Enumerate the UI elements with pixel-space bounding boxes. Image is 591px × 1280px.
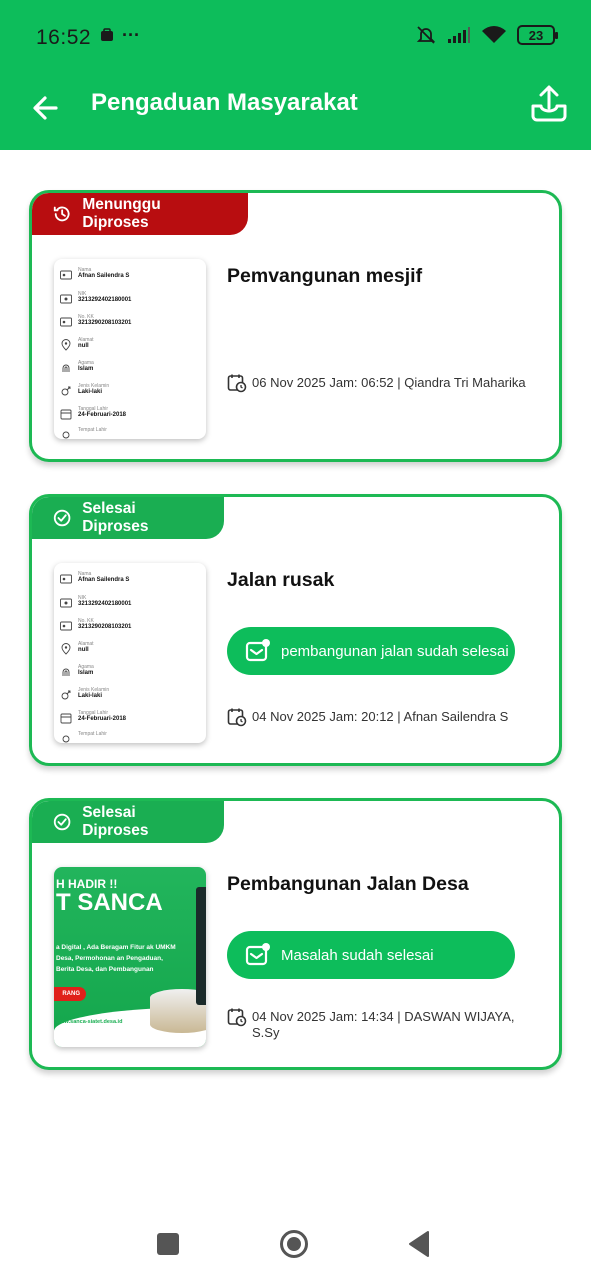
field-label: Tanggal Lahir <box>78 406 109 412</box>
field-value: null <box>78 647 89 653</box>
field-jk <box>60 687 109 701</box>
reply-button[interactable] <box>227 627 515 675</box>
field-label: Nama <box>78 571 92 577</box>
field-tgl <box>60 710 126 724</box>
more-notifications: ··· <box>122 25 140 45</box>
field-value: Afnan Sailendra S <box>78 273 130 279</box>
promo-phone <box>196 887 206 1005</box>
field-tempat <box>60 427 107 439</box>
field-agama <box>60 360 94 374</box>
field-label: Tempat Lahir <box>78 427 107 433</box>
wifi-icon <box>481 25 507 45</box>
field-label: NIK <box>78 595 87 601</box>
field-label: Jenis Kelamin <box>78 687 110 693</box>
field-jk <box>60 383 109 397</box>
system-icons <box>415 24 555 46</box>
field-value: 3213290208103201 <box>78 320 132 326</box>
promo-brand: T SANCA <box>56 889 163 916</box>
calendar-clock-icon <box>227 707 247 727</box>
square-icon[interactable] <box>157 1233 179 1255</box>
app-bar <box>0 70 591 150</box>
calendar-clock-icon <box>227 1007 247 1027</box>
briefcase-icon <box>100 28 114 42</box>
complaint-photo[interactable] <box>54 259 206 439</box>
field-value: 24-Februari-2018 <box>78 716 127 722</box>
field-tempat <box>60 731 107 743</box>
calendar-icon <box>60 408 72 420</box>
upload-tray-icon[interactable] <box>527 82 571 126</box>
reply-button[interactable] <box>227 931 515 979</box>
promo-website: www.sanca-siatet.desa.id <box>56 1019 123 1025</box>
signal-icon <box>447 26 471 44</box>
history-icon <box>52 203 72 225</box>
field-label: Jenis Kelamin <box>78 383 110 389</box>
complaint-meta <box>227 1007 527 1041</box>
complaint-title: Pembangunan Jalan Desa <box>227 873 469 895</box>
meta-text: 04 Nov 2025 Jam: 20:12 | Afnan Sailendra S <box>252 709 509 724</box>
id-card-icon <box>60 597 72 609</box>
circle-home-icon[interactable] <box>279 1229 309 1259</box>
map-pin-icon <box>60 429 72 439</box>
id-card-icon <box>60 269 72 281</box>
field-alamat <box>60 337 94 351</box>
mail-notification-icon <box>245 638 271 664</box>
complaint-card[interactable] <box>29 798 562 1070</box>
field-tgl <box>60 406 126 420</box>
check-circle-icon <box>52 811 72 833</box>
reply-text: pembangunan jalan sudah selesai <box>281 642 509 660</box>
system-nav-bar <box>0 1210 591 1280</box>
map-pin-icon <box>60 643 72 655</box>
complaint-photo[interactable] <box>54 867 206 1047</box>
clock: 16:52 <box>36 26 92 49</box>
status-badge <box>32 801 224 843</box>
mail-notification-icon <box>245 942 271 968</box>
field-label: Tanggal Lahir <box>78 710 109 716</box>
field-label: Tempat Lahir <box>78 731 107 737</box>
calendar-icon <box>60 712 72 724</box>
bell-muted-icon <box>415 24 437 46</box>
triangle-back-icon[interactable] <box>406 1230 432 1258</box>
promo-button: RANG <box>54 987 86 1001</box>
fingerprint-icon <box>60 666 72 678</box>
id-card-icon <box>60 620 72 632</box>
complaint-meta <box>227 707 508 727</box>
gender-icon <box>60 385 72 397</box>
status-bar <box>0 0 591 70</box>
calendar-clock-icon <box>227 373 247 393</box>
field-label: Alamat <box>78 337 94 343</box>
complaint-title: Jalan rusak <box>227 569 335 591</box>
field-nik <box>60 595 131 609</box>
field-label: Nama <box>78 267 92 273</box>
field-label: NIK <box>78 291 87 297</box>
field-value: null <box>78 343 89 349</box>
field-label: Agama <box>78 360 94 366</box>
field-name <box>60 267 129 281</box>
field-value: Laki-laki <box>78 389 103 395</box>
status-label: Selesai Diproses <box>82 804 149 839</box>
arrow-left-icon[interactable] <box>24 86 68 130</box>
field-label: No. KK <box>78 618 94 624</box>
map-pin-icon <box>60 733 72 743</box>
field-value: 3213292402180001 <box>78 601 132 607</box>
check-circle-icon <box>52 507 72 529</box>
id-card-icon <box>60 573 72 585</box>
complaint-card[interactable] <box>29 190 562 462</box>
field-agama <box>60 664 94 678</box>
reply-text: Masalah sudah selesai <box>281 946 434 964</box>
id-card-icon <box>60 316 72 328</box>
complaint-title: Pemvangunan mesjif <box>227 265 423 287</box>
battery-level: 23 <box>528 27 544 43</box>
gender-icon <box>60 689 72 701</box>
field-value: Islam <box>78 366 94 372</box>
fingerprint-icon <box>60 362 72 374</box>
field-name <box>60 571 129 585</box>
status-badge <box>32 497 224 539</box>
field-alamat <box>60 641 94 655</box>
complaint-photo[interactable] <box>54 563 206 743</box>
field-value: 3213292402180001 <box>78 297 132 303</box>
field-kk <box>60 618 131 632</box>
complaint-meta <box>227 373 526 393</box>
field-label: Agama <box>78 664 94 670</box>
page-title: Pengaduan Masyarakat <box>91 89 358 116</box>
complaint-card[interactable] <box>29 494 562 766</box>
field-value: Islam <box>78 670 94 676</box>
map-pin-icon <box>60 339 72 351</box>
battery-icon <box>517 25 555 45</box>
field-value: 24-Februari-2018 <box>78 412 127 418</box>
meta-text: 04 Nov 2025 Jam: 14:34 | DASWAN WIJAYA, S.Sy <box>252 1009 515 1040</box>
field-kk <box>60 314 131 328</box>
field-value: Laki-laki <box>78 693 103 699</box>
id-card-icon <box>60 293 72 305</box>
status-label: Selesai Diproses <box>82 500 149 535</box>
field-value: Afnan Sailendra S <box>78 577 130 583</box>
status-label: Menunggu Diproses <box>82 196 161 231</box>
notification-icons <box>100 25 140 45</box>
status-badge <box>32 193 248 235</box>
promo-headline: H HADIR !! <box>56 877 118 891</box>
field-label: No. KK <box>78 314 94 320</box>
field-nik <box>60 291 131 305</box>
meta-text: 06 Nov 2025 Jam: 06:52 | Qiandra Tri Maharika <box>252 375 526 390</box>
field-label: Alamat <box>78 641 94 647</box>
promo-body: a Digital , Ada Beragam Fitur ak UMKM Desa, Permohonan an Pengaduan, Berita Desa, dan Pembangunan <box>56 944 176 973</box>
field-value: 3213290208103201 <box>78 624 132 630</box>
